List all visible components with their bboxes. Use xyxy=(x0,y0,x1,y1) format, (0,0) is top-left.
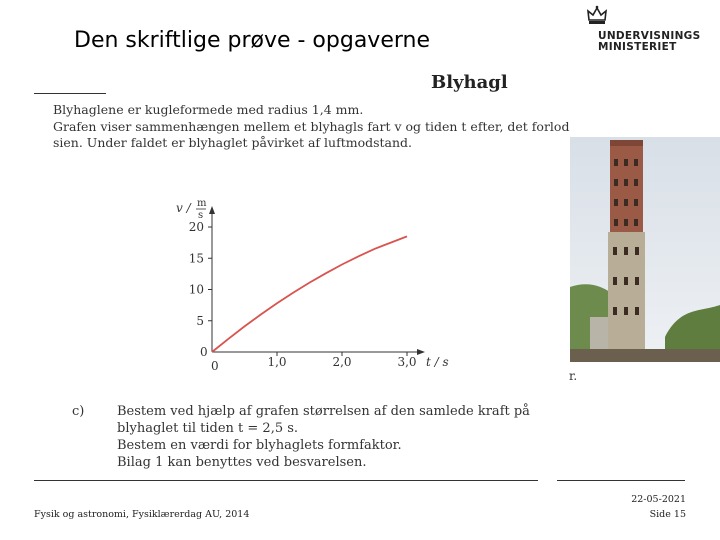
bottom-rule-right xyxy=(557,480,685,481)
y-axis-arrow xyxy=(209,206,215,214)
intro-line-2: Grafen viser sammenhængen mellem et blyhagls fart v og tiden t efter, det forlod xyxy=(53,119,570,134)
page-title: Den skriftlige prøve - opgaverne xyxy=(74,28,430,53)
intro-line-3: sien. Under faldet er blyhaglet påvirket af luftmodstand. xyxy=(53,135,413,150)
task-line-1: Bestem ved hjælp af grafen størrelsen af den samlede kraft på xyxy=(117,404,530,419)
footer-date: 22-05-2021 xyxy=(631,494,686,505)
ministry-logo xyxy=(582,2,702,52)
x-tick-label-2: 3,0 xyxy=(397,355,417,369)
shot-tower-photo xyxy=(570,137,720,362)
y-tick-label-5: 5 xyxy=(196,313,204,328)
x-axis-label: t / s xyxy=(426,355,449,369)
crown-icon xyxy=(585,4,609,28)
cropped-text-fragment: r. xyxy=(569,369,578,383)
series-line-v-t xyxy=(212,236,407,352)
origin-y-label: 0 xyxy=(200,345,208,359)
velocity-time-graph xyxy=(160,195,460,375)
origin-x-label: 0 xyxy=(211,359,219,373)
task-label: c) xyxy=(72,404,85,419)
intro-line-1: Blyhaglene er kugleformede med radius 1,4 mm. xyxy=(53,102,364,117)
x-axis-arrow xyxy=(417,349,425,355)
task-line-4: Bilag 1 kan benyttes ved besvarelsen. xyxy=(117,455,367,470)
footer-page-number: Side 15 xyxy=(649,509,686,520)
top-short-rule xyxy=(34,93,106,94)
y-axis-unit-numerator: m xyxy=(197,198,207,209)
problem-heading: Blyhagl xyxy=(431,72,508,93)
bottom-rule-left xyxy=(34,480,538,481)
y-tick-label-20: 20 xyxy=(188,220,204,234)
x-tick-label-0: 1,0 xyxy=(267,355,287,369)
y-tick-label-10: 10 xyxy=(188,282,204,297)
y-axis-unit-denominator: s xyxy=(198,210,204,221)
logo-line-2: MINISTERIET xyxy=(598,41,677,53)
task-line-2: blyhaglet til tiden t = 2,5 s. xyxy=(117,421,299,436)
footer-course: Fysik og astronomi, Fysiklærerdag AU, 2014 xyxy=(34,509,250,520)
x-tick-label-1: 2,0 xyxy=(332,355,352,369)
logo-line-1: UNDERVISNINGS xyxy=(598,30,701,42)
y-axis-quantity: v / xyxy=(176,201,191,215)
y-tick-label-15: 15 xyxy=(188,251,204,266)
task-line-3: Bestem en værdi for blyhaglets formfaktor. xyxy=(117,438,402,453)
